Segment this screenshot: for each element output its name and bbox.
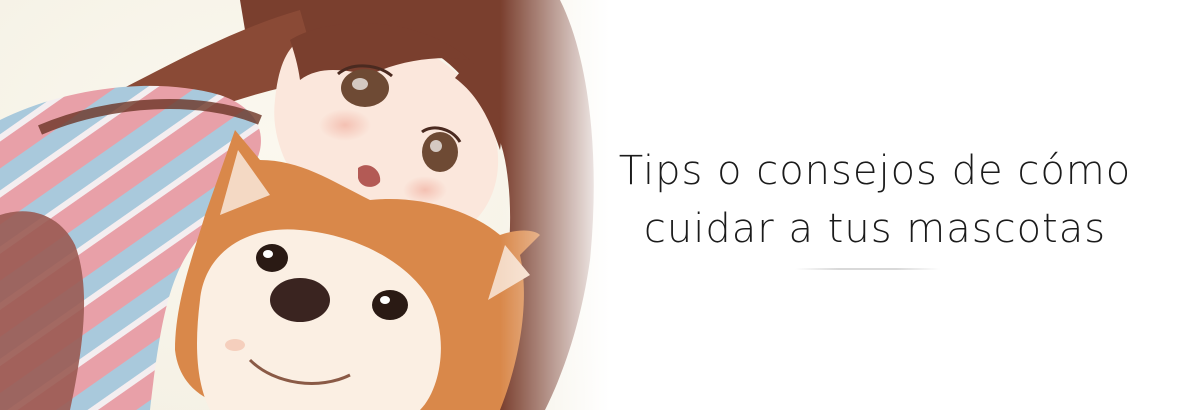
title-divider xyxy=(795,268,940,270)
title-block xyxy=(585,142,1165,258)
title-line-2: cuidar a tus mascotas xyxy=(643,206,1107,252)
title-line-1: Tips o consejos de cómo xyxy=(618,148,1132,194)
